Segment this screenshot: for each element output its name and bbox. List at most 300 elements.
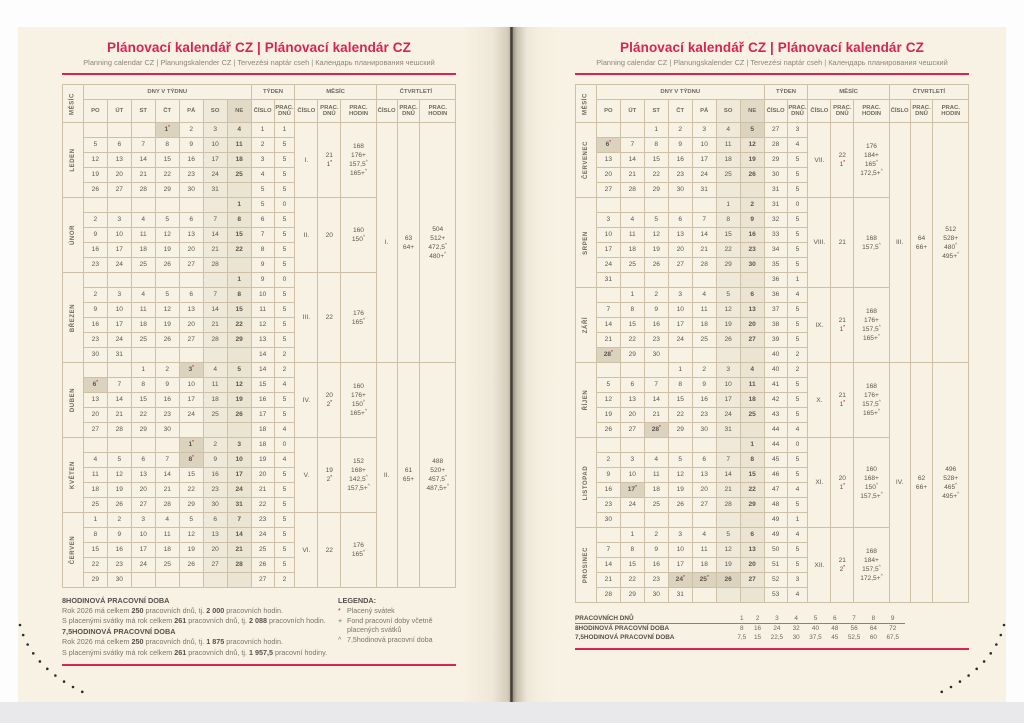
day-cell: 4 — [131, 288, 155, 303]
day-cell: 27 — [83, 423, 107, 438]
day-cell: 19 — [740, 153, 764, 168]
day-cell: 9 — [203, 453, 227, 468]
day-cell: 31 — [668, 588, 692, 603]
day-cell — [692, 198, 716, 213]
quarter-workdays: 61 65+ — [397, 363, 420, 588]
day-cell — [155, 348, 179, 363]
week-row — [576, 123, 969, 138]
day-cell: 6 — [179, 213, 203, 228]
week-number: 16 — [251, 393, 274, 408]
day-cell — [716, 513, 740, 528]
week-workdays: 5 — [787, 153, 808, 168]
day-cell: 10 — [107, 228, 131, 243]
day-cell: 21 — [620, 168, 644, 183]
day-cell: 22 — [668, 408, 692, 423]
day-cell: 9 — [179, 138, 203, 153]
day-cell — [668, 198, 692, 213]
day-cell: 23 — [740, 243, 764, 258]
week-workdays: 5 — [787, 228, 808, 243]
day-cell: 24 — [107, 258, 131, 273]
day-cell: 26 — [596, 423, 620, 438]
day-cell: 31 — [716, 423, 740, 438]
day-cell: 12 — [179, 528, 203, 543]
day-cell: 22 — [227, 243, 251, 258]
day-cell: 5 — [155, 288, 179, 303]
day-cell: 19 — [155, 243, 179, 258]
day-cell — [668, 513, 692, 528]
day-cell — [179, 573, 203, 588]
day-cell: 7 — [131, 138, 155, 153]
day-cell: 22 — [620, 573, 644, 588]
day-cell: 30 — [155, 423, 179, 438]
month-workdays: 21 1* — [831, 288, 854, 363]
day-cell: 30 — [179, 183, 203, 198]
week-workdays: 5 — [274, 183, 295, 198]
week-number: 18 — [251, 438, 274, 453]
day-cell: 26 — [179, 558, 203, 573]
week-workdays: 5 — [787, 303, 808, 318]
day-cell: 5 — [644, 213, 668, 228]
day-cell — [83, 123, 107, 138]
month-name: ČERVENEC — [576, 123, 597, 198]
day-cell: 24 — [716, 408, 740, 423]
day-cell: 1 — [668, 363, 692, 378]
day-cell: 26 — [155, 258, 179, 273]
month-name: KVĚTEN — [63, 438, 84, 513]
week-number: 31 — [764, 198, 787, 213]
day-cell: 11 — [83, 468, 107, 483]
day-cell: 6 — [203, 513, 227, 528]
column-header: PRAC. HODIN — [933, 100, 969, 123]
day-cell: 4 — [83, 453, 107, 468]
day-cell: 11 — [716, 138, 740, 153]
week-workdays: 5 — [274, 243, 295, 258]
day-cell: 21 — [203, 318, 227, 333]
week-number: 17 — [251, 408, 274, 423]
column-header: PÁ — [692, 100, 716, 123]
day-cell: 19 — [716, 318, 740, 333]
header-rule — [62, 73, 456, 75]
week-workdays: 5 — [274, 498, 295, 513]
day-cell: 20 — [668, 243, 692, 258]
day-cell: 19 — [227, 393, 251, 408]
week-number: 51 — [764, 558, 787, 573]
day-cell: 23 — [668, 168, 692, 183]
book-spine — [510, 27, 513, 703]
week-number: 50 — [764, 543, 787, 558]
day-cell: 2 — [644, 288, 668, 303]
day-cell: 25 — [740, 408, 764, 423]
column-header: PRAC. DNŮ — [787, 100, 808, 123]
legend-item — [338, 636, 456, 645]
day-cell: 11 — [203, 378, 227, 393]
day-cell: 29 — [227, 333, 251, 348]
day-cell: 5 — [83, 138, 107, 153]
day-cell: 28 — [203, 258, 227, 273]
day-cell: 7 — [155, 453, 179, 468]
day-cell: 13 — [596, 153, 620, 168]
day-cell: 14 — [155, 468, 179, 483]
day-cell: 15 — [155, 153, 179, 168]
day-cell: 22 — [83, 558, 107, 573]
footer-table-value: 37,5 — [809, 634, 822, 641]
day-cell: 25 — [692, 333, 716, 348]
day-cell: 6 — [179, 288, 203, 303]
week-number: 14 — [251, 348, 274, 363]
week-number: 33 — [764, 228, 787, 243]
day-cell — [131, 198, 155, 213]
day-cell: 15 — [131, 393, 155, 408]
week-number: 39 — [764, 333, 787, 348]
month-workdays: 21 1* — [318, 123, 341, 198]
day-cell — [596, 438, 620, 453]
day-cell: 30 — [644, 588, 668, 603]
day-cell: 27 — [692, 498, 716, 513]
day-cell — [107, 363, 131, 378]
day-cell — [596, 123, 620, 138]
quarter-workhours: 512 528+ 480^ 495+^ — [933, 123, 969, 363]
month-name: ÚNOR — [63, 198, 84, 273]
month-name: PROSINEC — [576, 528, 597, 603]
page-title: Plánovací kalendář CZ | Plánovací kalendár CZ — [620, 40, 924, 55]
week-number: 27 — [251, 573, 274, 588]
day-cell: 11 — [692, 303, 716, 318]
day-cell: 28 — [131, 183, 155, 198]
day-cell: 21 — [716, 483, 740, 498]
day-cell: 27 — [596, 183, 620, 198]
week-number: 18 — [251, 423, 274, 438]
day-cell: 13 — [131, 468, 155, 483]
week-number: 13 — [251, 333, 274, 348]
day-cell: 30 — [107, 573, 131, 588]
legend-symbol: * — [338, 607, 341, 615]
week-number: 15 — [251, 378, 274, 393]
day-cell: 13 — [107, 153, 131, 168]
day-cell: 27 — [179, 258, 203, 273]
day-cell: 10 — [596, 228, 620, 243]
day-cell: 7 — [644, 378, 668, 393]
day-cell — [596, 363, 620, 378]
day-cell: 10 — [179, 378, 203, 393]
week-workdays: 2 — [787, 363, 808, 378]
footer-rule — [575, 648, 969, 650]
day-cell: 1 — [131, 363, 155, 378]
day-cell: 20 — [692, 483, 716, 498]
header-rule — [575, 73, 969, 75]
month-numeral: V. — [295, 438, 318, 513]
quarter-numeral: III. — [889, 123, 910, 363]
day-cell — [155, 198, 179, 213]
day-cell: 28 — [692, 258, 716, 273]
week-number: 30 — [764, 168, 787, 183]
day-cell: 12 — [716, 543, 740, 558]
day-cell — [644, 198, 668, 213]
week-number: 12 — [251, 318, 274, 333]
day-cell: 12 — [644, 228, 668, 243]
month-name: SRPEN — [576, 198, 597, 288]
week-workdays: 5 — [787, 243, 808, 258]
month-workdays: 21 2* — [831, 528, 854, 603]
day-cell: 3 — [692, 123, 716, 138]
week-number: 27 — [764, 123, 787, 138]
footer-table-value: 64 — [869, 625, 877, 632]
day-cell: 29 — [131, 423, 155, 438]
week-number: 35 — [764, 258, 787, 273]
day-cell — [131, 573, 155, 588]
day-cell: 20 — [131, 483, 155, 498]
day-cell: 4 — [155, 513, 179, 528]
month-workhours: 168 176+ 157,5^ 165+^ — [854, 288, 889, 363]
day-cell: 26 — [155, 333, 179, 348]
day-cell — [644, 273, 668, 288]
day-cell — [203, 348, 227, 363]
background-surface — [0, 702, 1024, 723]
day-cell: 11 — [131, 303, 155, 318]
day-cell: 16 — [692, 393, 716, 408]
day-cell: 29 — [179, 498, 203, 513]
day-cell: 27 — [740, 333, 764, 348]
day-cell: 23 — [692, 408, 716, 423]
week-workdays: 5 — [787, 543, 808, 558]
footer-table-value: 9 — [880, 614, 905, 624]
day-cell: 5 — [716, 288, 740, 303]
day-cell: 21 — [644, 408, 668, 423]
column-group-header: TÝDEN — [251, 85, 295, 100]
day-cell: 20 — [620, 408, 644, 423]
day-cell — [203, 573, 227, 588]
week-workdays: 4 — [274, 378, 295, 393]
column-group-header: DNY V TÝDNU — [596, 85, 764, 100]
day-cell: 7 — [107, 378, 131, 393]
day-cell: 6 — [620, 378, 644, 393]
day-cell — [596, 198, 620, 213]
week-number: 4 — [251, 168, 274, 183]
day-cell: 22 — [620, 333, 644, 348]
day-cell — [83, 363, 107, 378]
quarter-workdays: 63 64+ — [397, 123, 420, 363]
column-header: PRAC. DNŮ — [831, 100, 854, 123]
day-cell: 31 — [107, 348, 131, 363]
day-cell: 10 — [668, 303, 692, 318]
day-cell: 2 — [740, 198, 764, 213]
day-cell: 1 — [740, 438, 764, 453]
day-cell — [107, 273, 131, 288]
day-cell: 30 — [203, 498, 227, 513]
day-cell — [596, 288, 620, 303]
day-cell — [620, 438, 644, 453]
quarter-workdays: 64 66+ — [910, 123, 933, 363]
day-cell — [692, 273, 716, 288]
day-cell: 10 — [620, 468, 644, 483]
day-cell: 13 — [179, 303, 203, 318]
day-cell — [740, 183, 764, 198]
footer-table-value: 7 — [842, 614, 867, 624]
day-cell: 3 — [107, 213, 131, 228]
month-name: LISTOPAD — [576, 438, 597, 528]
day-cell: 21 — [203, 243, 227, 258]
working-time-line: S placenými svátky má rok celkem 261 pracovních dnů, tj. 1 957,5 pracovní hodiny. — [62, 647, 328, 657]
week-workdays: 5 — [274, 333, 295, 348]
week-workdays: 5 — [787, 183, 808, 198]
day-cell: 9 — [596, 468, 620, 483]
month-workdays: 20 1* — [831, 438, 854, 528]
day-cell: 17* — [620, 483, 644, 498]
day-cell — [668, 438, 692, 453]
week-workdays: 1 — [274, 123, 295, 138]
day-cell: 17 — [203, 153, 227, 168]
week-number: 49 — [764, 513, 787, 528]
day-cell: 18 — [692, 558, 716, 573]
day-cell: 27 — [740, 573, 764, 588]
day-cell: 16 — [740, 228, 764, 243]
footer-table-row — [575, 614, 905, 624]
day-cell: 14 — [596, 318, 620, 333]
day-cell: 1 — [620, 528, 644, 543]
day-cell — [179, 198, 203, 213]
day-cell: 9 — [107, 528, 131, 543]
day-cell: 23 — [155, 408, 179, 423]
footer-table-value: 32 — [792, 625, 800, 632]
column-header: ČT — [668, 100, 692, 123]
day-cell: 10 — [203, 138, 227, 153]
day-cell: 22 — [179, 483, 203, 498]
day-cell — [227, 423, 251, 438]
day-cell: 1 — [716, 198, 740, 213]
day-cell: 8 — [644, 138, 668, 153]
day-cell: 8 — [620, 303, 644, 318]
day-cell: 20 — [740, 318, 764, 333]
legend-items — [338, 607, 456, 644]
day-cell: 21 — [596, 333, 620, 348]
day-cell: 29 — [740, 498, 764, 513]
day-cell: 27 — [668, 258, 692, 273]
working-time-line: Rok 2026 má celkem 250 pracovních dnů, tj. 1 875 pracovních hodin. — [62, 637, 283, 647]
footer-table-label: 8HODINOVÁ PRACOVNÍ DOBA — [575, 625, 670, 632]
day-cell — [107, 123, 131, 138]
day-cell: 2 — [644, 528, 668, 543]
legend-symbol: + — [338, 616, 343, 625]
day-cell — [740, 423, 764, 438]
day-cell: 20 — [179, 318, 203, 333]
day-cell: 8 — [740, 453, 764, 468]
week-workdays: 5 — [274, 408, 295, 423]
week-number: 14 — [251, 363, 274, 378]
day-cell: 21 — [131, 168, 155, 183]
quarter-workhours: 488 520+ 457,5^ 487,5+^ — [420, 363, 456, 588]
week-number: 52 — [764, 573, 787, 588]
corner-dotted-arc — [15, 617, 107, 701]
day-cell: 18 — [155, 543, 179, 558]
day-cell — [716, 183, 740, 198]
day-cell — [203, 423, 227, 438]
day-cell: 29 — [644, 183, 668, 198]
day-cell: 21 — [227, 543, 251, 558]
week-number: 2 — [251, 138, 274, 153]
day-cell: 16 — [203, 468, 227, 483]
day-cell: 22 — [131, 408, 155, 423]
day-cell: 21 — [692, 243, 716, 258]
month-workhours: 152 168+ 142,5^ 157,5+^ — [341, 438, 376, 513]
week-number: 9 — [251, 273, 274, 288]
day-cell — [692, 588, 716, 603]
day-cell: 18 — [692, 318, 716, 333]
day-cell — [620, 513, 644, 528]
day-cell: 31 — [203, 183, 227, 198]
day-cell: 18 — [644, 483, 668, 498]
week-workdays: 5 — [787, 453, 808, 468]
day-cell — [203, 198, 227, 213]
day-cell: 27 — [131, 498, 155, 513]
day-cell: 25 — [155, 558, 179, 573]
week-workdays: 5 — [274, 258, 295, 273]
day-cell: 24* — [668, 573, 692, 588]
week-number: 19 — [251, 453, 274, 468]
day-cell — [620, 198, 644, 213]
day-cell: 29 — [668, 423, 692, 438]
day-cell — [668, 273, 692, 288]
month-workhours: 176 184+ 165^ 172,5+^ — [854, 123, 889, 198]
column-header: PRAC. DNŮ — [397, 100, 420, 123]
day-cell — [131, 123, 155, 138]
day-cell: 15 — [179, 468, 203, 483]
day-cell: 6 — [668, 213, 692, 228]
column-header: ČÍSLO — [251, 100, 274, 123]
week-number: 28 — [764, 138, 787, 153]
week-number: 31 — [764, 183, 787, 198]
week-workdays: 0 — [787, 438, 808, 453]
day-cell: 3 — [596, 213, 620, 228]
day-cell: 24 — [107, 333, 131, 348]
day-cell: 8 — [716, 213, 740, 228]
column-header: SO — [716, 100, 740, 123]
footer-right — [575, 614, 969, 642]
week-number: 21 — [251, 483, 274, 498]
week-workdays: 5 — [274, 228, 295, 243]
day-cell: 2 — [668, 123, 692, 138]
week-number: 47 — [764, 483, 787, 498]
day-cell — [131, 438, 155, 453]
week-workdays: 2 — [787, 348, 808, 363]
day-cell: 19 — [644, 243, 668, 258]
day-cell — [155, 573, 179, 588]
month-numeral: VIII. — [808, 198, 831, 288]
week-workdays: 0 — [274, 198, 295, 213]
day-cell: 12 — [740, 138, 764, 153]
week-workdays: 4 — [787, 588, 808, 603]
day-cell: 25* — [692, 573, 716, 588]
day-cell: 15 — [716, 228, 740, 243]
day-cell: 2 — [596, 453, 620, 468]
day-cell: 13 — [83, 393, 107, 408]
week-workdays: 4 — [787, 483, 808, 498]
column-header: PRAC. HODIN — [854, 100, 889, 123]
column-header: PO — [83, 100, 107, 123]
day-cell: 14 — [716, 468, 740, 483]
day-cell: 24 — [692, 168, 716, 183]
day-cell: 9 — [155, 378, 179, 393]
planning-table-right — [575, 84, 969, 603]
day-cell: 11 — [620, 228, 644, 243]
day-cell: 14 — [131, 153, 155, 168]
day-cell: 10 — [107, 303, 131, 318]
day-cell: 16 — [83, 243, 107, 258]
corner-dotted-arc — [917, 617, 1009, 701]
day-cell: 25 — [227, 168, 251, 183]
day-cell: 22 — [155, 168, 179, 183]
table-header — [63, 85, 456, 123]
month-name: ZÁŘÍ — [576, 288, 597, 363]
day-cell: 28 — [107, 423, 131, 438]
